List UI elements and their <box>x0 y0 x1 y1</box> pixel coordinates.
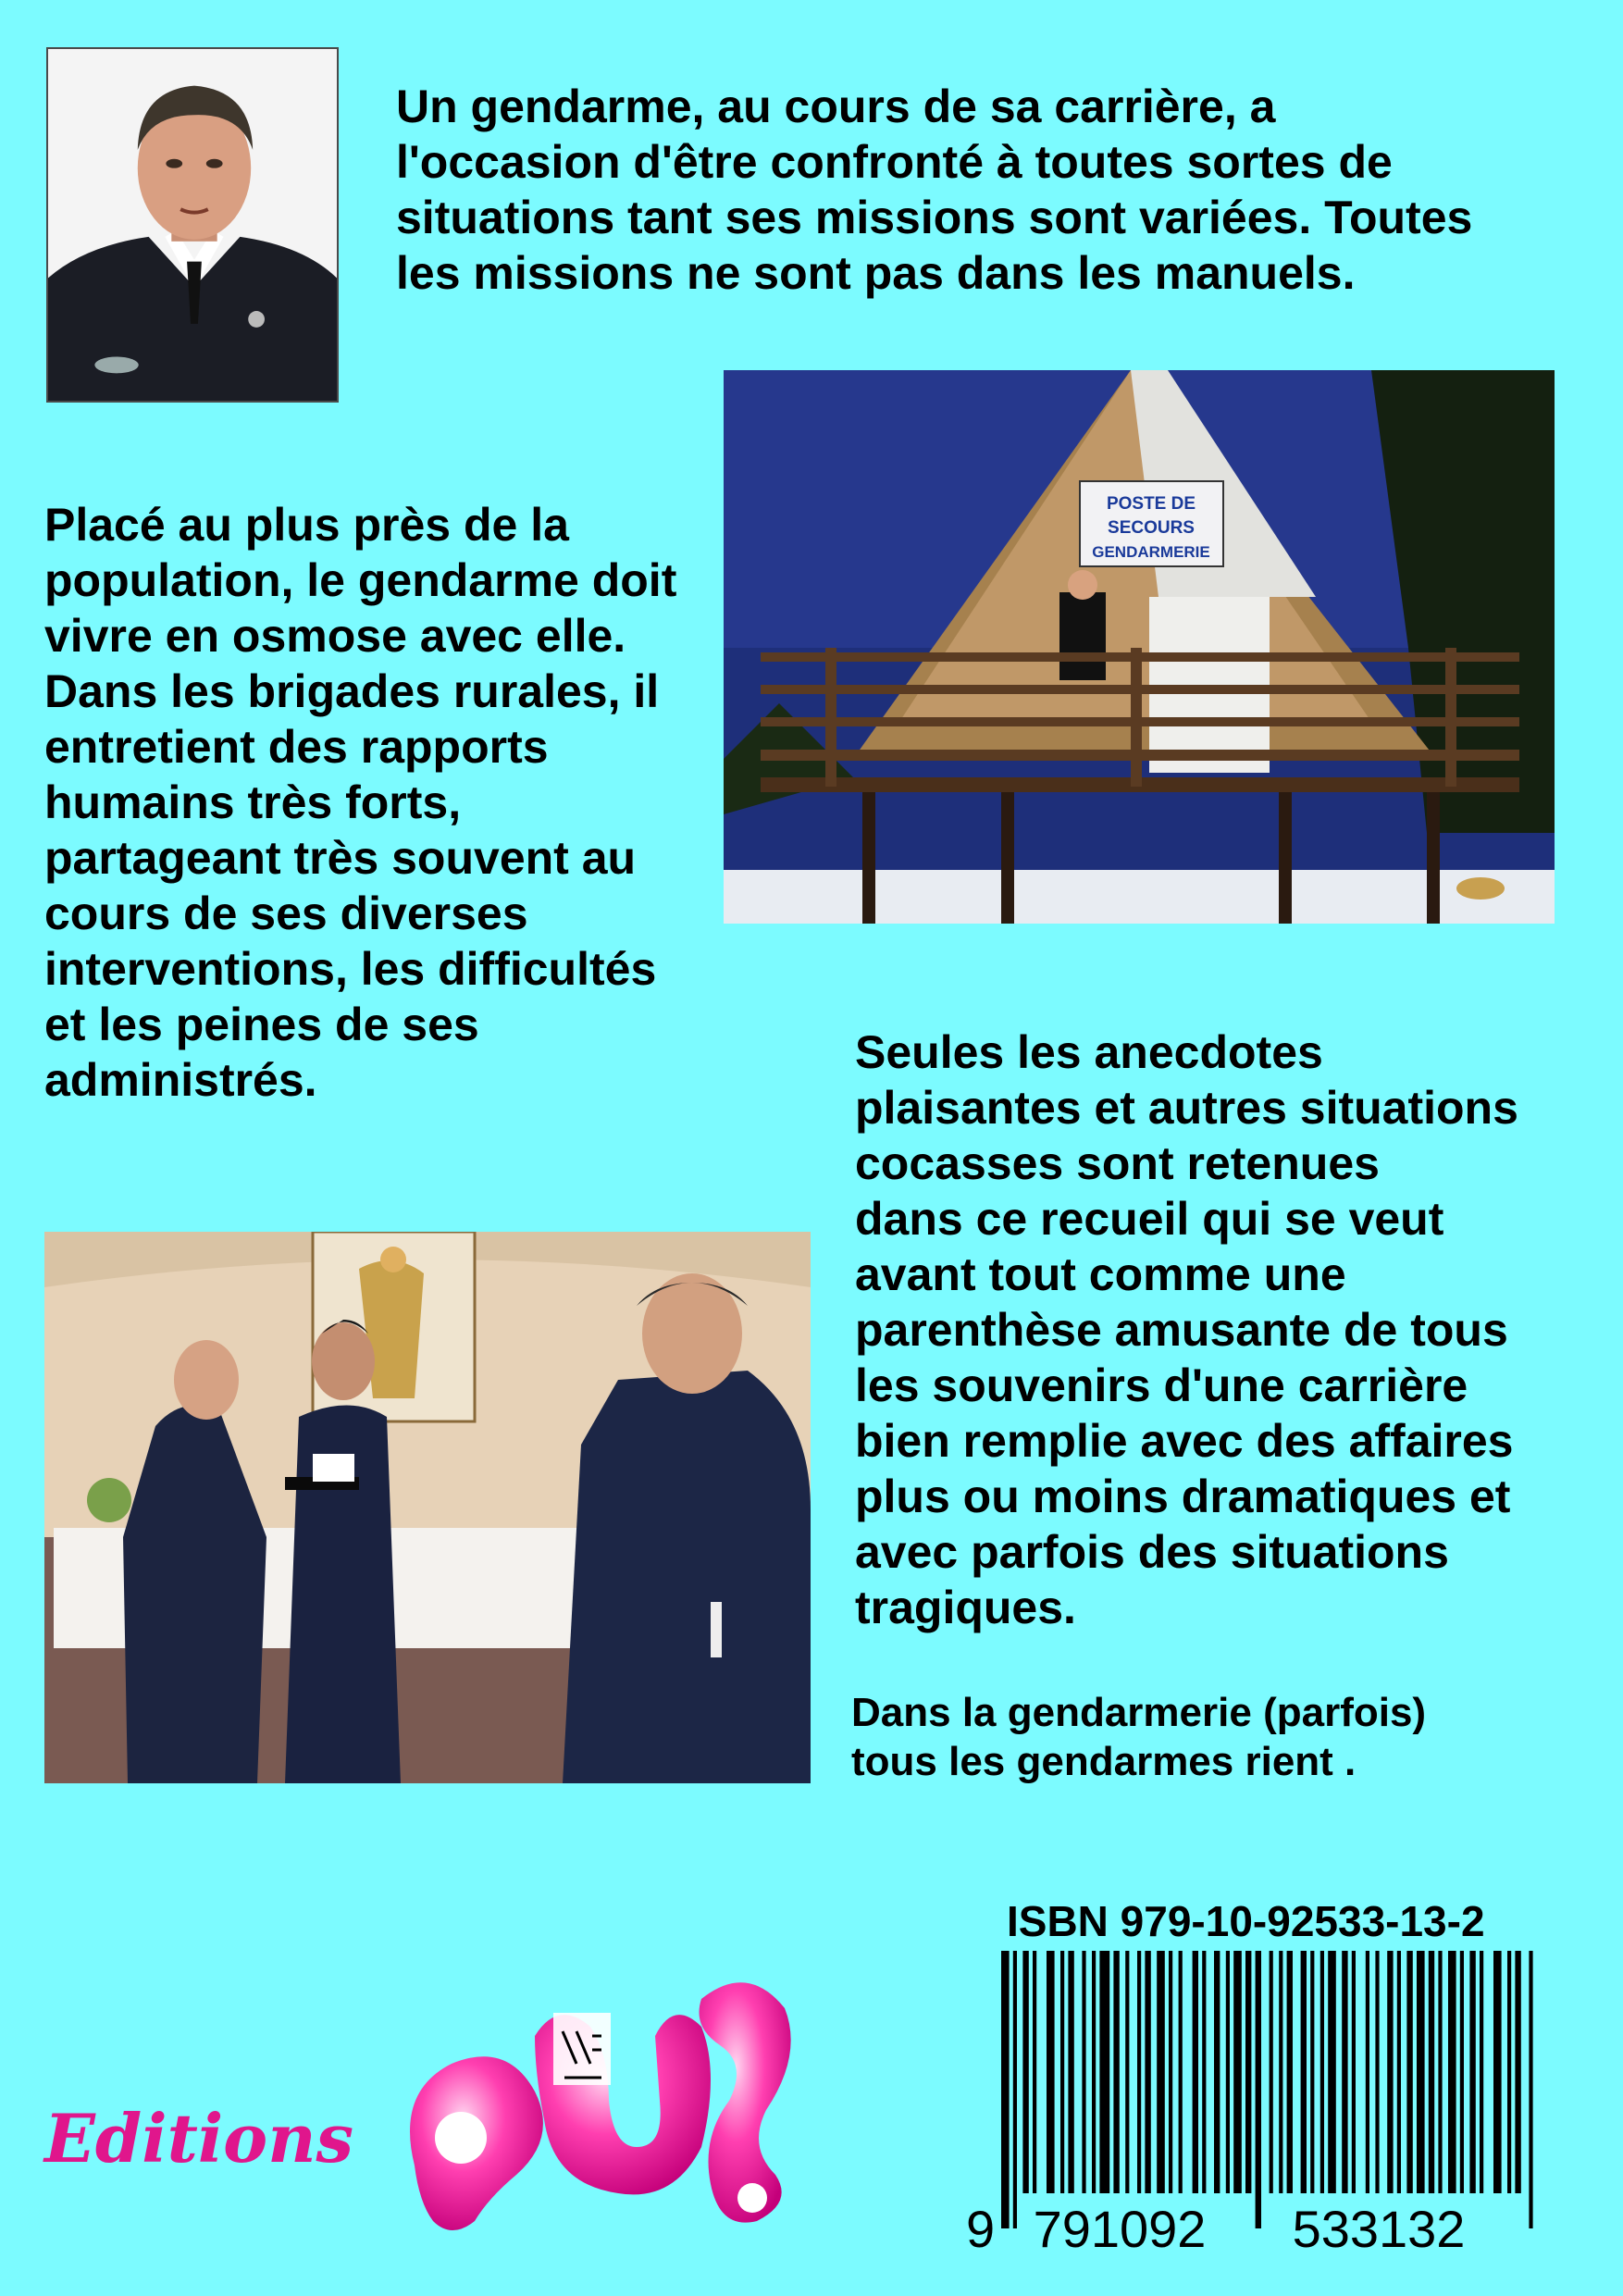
barcode-bar <box>1397 1951 1401 2193</box>
barcode-bar <box>1529 1951 1532 2228</box>
barcode-bar <box>1099 1951 1109 2193</box>
chalet-photo <box>724 370 1555 924</box>
barcode-bar <box>1137 1951 1141 2193</box>
text-line: les missions ne sont pas dans les manuels. <box>396 247 1356 299</box>
barcode-bar <box>1145 1951 1150 2193</box>
barcode-bar <box>1279 1951 1282 2193</box>
text-line: vivre en osmose avec elle. <box>44 610 626 662</box>
text-line: humains très forts, <box>44 776 462 828</box>
text-line: interventions, les difficultés <box>44 943 657 995</box>
barcode-bar <box>1406 1951 1412 2193</box>
chalet-sign-line: GENDARMERIE <box>1092 543 1210 561</box>
barcode-bar <box>1022 1951 1028 2193</box>
ceremony-photo <box>44 1232 811 1783</box>
barcode-bar <box>1082 1951 1085 2193</box>
barcode-bar <box>1417 1951 1425 2193</box>
text-line: administrés. <box>44 1054 317 1106</box>
barcode-bar <box>1469 1951 1475 2193</box>
barcode-bar <box>1460 1951 1464 2193</box>
barcode-bar <box>1387 1951 1393 2193</box>
barcode-bar <box>1092 1951 1096 2193</box>
isbn-barcode <box>944 1951 1555 2256</box>
text-line: Un gendarme, au cours de sa carrière, a <box>396 81 1276 132</box>
barcode-bar <box>1047 1951 1055 2193</box>
author-portrait-photo <box>46 47 339 403</box>
isbn-label: ISBN 979-10-92533-13-2 <box>1007 1897 1485 1945</box>
barcode-bar <box>1507 1951 1511 2193</box>
barcode-bar <box>1157 1951 1165 2193</box>
chalet-sign-line: SECOURS <box>1108 518 1195 538</box>
population-paragraph <box>44 497 676 1108</box>
text-line: Dans les brigades rurales, il <box>44 665 660 717</box>
barcode-bar <box>1320 1951 1324 2193</box>
barcode-bar <box>1169 1951 1172 2193</box>
text-line: bien remplie avec des affaires <box>855 1415 1514 1467</box>
barcode-bar <box>1068 1951 1073 2193</box>
text-line: population, le gendarme doit <box>44 554 677 606</box>
barcode-bar <box>1301 1951 1307 2193</box>
text-line: tous les gendarmes rient . <box>851 1739 1357 1784</box>
barcode-digits-right: 533132 <box>1292 2200 1466 2256</box>
closing-paragraph <box>851 1688 1426 1786</box>
barcode-bar <box>1366 1951 1369 2193</box>
barcode-bar <box>1033 1951 1036 2193</box>
text-line: plaisantes et autres situations <box>855 1082 1518 1134</box>
text-line: Dans la gendarmerie (parfois) <box>851 1690 1427 1735</box>
barcode-bar <box>1233 1951 1242 2193</box>
intro-paragraph <box>396 79 1472 301</box>
barcode-graphic <box>944 1951 1555 2256</box>
publisher-name: Editions <box>44 2099 354 2178</box>
text-line: et les peines de ses <box>44 999 479 1050</box>
text-line: plus ou moins dramatiques et <box>855 1471 1511 1522</box>
barcode-bar <box>1125 1951 1129 2193</box>
barcode-bar <box>1352 1951 1356 2193</box>
barcode-bar <box>1001 1951 1010 2228</box>
barcode-digits-left: 791092 <box>1033 2200 1207 2256</box>
barcode-bar <box>1060 1951 1064 2193</box>
barcode-bar <box>1493 1951 1502 2193</box>
barcode-bar <box>1113 1951 1119 2193</box>
barcode-bar <box>1013 1951 1017 2228</box>
anecdotes-paragraph <box>855 1024 1518 1635</box>
publisher-logo <box>396 1962 803 2249</box>
text-line: cours de ses diverses <box>44 887 528 939</box>
text-line: avec parfois des situations <box>855 1526 1449 1578</box>
text-line: Seules les anecdotes <box>855 1026 1323 1078</box>
barcode-bar <box>1310 1951 1314 2193</box>
barcode-bar <box>1448 1951 1456 2193</box>
barcode-bar <box>1515 1951 1520 2193</box>
barcode-bar <box>1193 1951 1198 2193</box>
text-line: l'occasion d'être confronté à toutes sortes de <box>396 136 1393 188</box>
barcode-bar <box>1245 1951 1251 2193</box>
chalet-sign-line: POSTE DE <box>1106 494 1196 514</box>
text-line: partageant très souvent au <box>44 832 637 884</box>
barcode-bar <box>1179 1951 1183 2193</box>
barcode-bar <box>1480 1951 1483 2193</box>
barcode-bar <box>1226 1951 1230 2193</box>
barcode-bar <box>1375 1951 1379 2193</box>
text-line: entretient des rapports <box>44 721 549 773</box>
text-line: tragiques. <box>855 1582 1076 1633</box>
text-line: parenthèse amusante de tous <box>855 1304 1508 1356</box>
text-line: situations tant ses missions sont variées. Toutes <box>396 192 1473 243</box>
text-line: Placé au plus près de la <box>44 499 569 551</box>
text-line: avant tout comme une <box>855 1248 1346 1300</box>
barcode-digit: 9 <box>966 2200 996 2256</box>
barcode-bar <box>1214 1951 1220 2193</box>
barcode-bar <box>1270 1951 1273 2193</box>
barcode-bar <box>1256 1951 1261 2228</box>
barcode-bar <box>1429 1951 1434 2193</box>
text-line: cocasses sont retenues <box>855 1137 1380 1189</box>
text-line: dans ce recueil qui se veut <box>855 1193 1444 1245</box>
barcode-bar <box>1328 1951 1336 2193</box>
barcode-bar <box>1438 1951 1442 2193</box>
barcode-bar <box>1202 1951 1206 2193</box>
text-line: les souvenirs d'une carrière <box>855 1359 1468 1411</box>
barcode-bar <box>1287 1951 1293 2193</box>
barcode-bar <box>1342 1951 1347 2193</box>
